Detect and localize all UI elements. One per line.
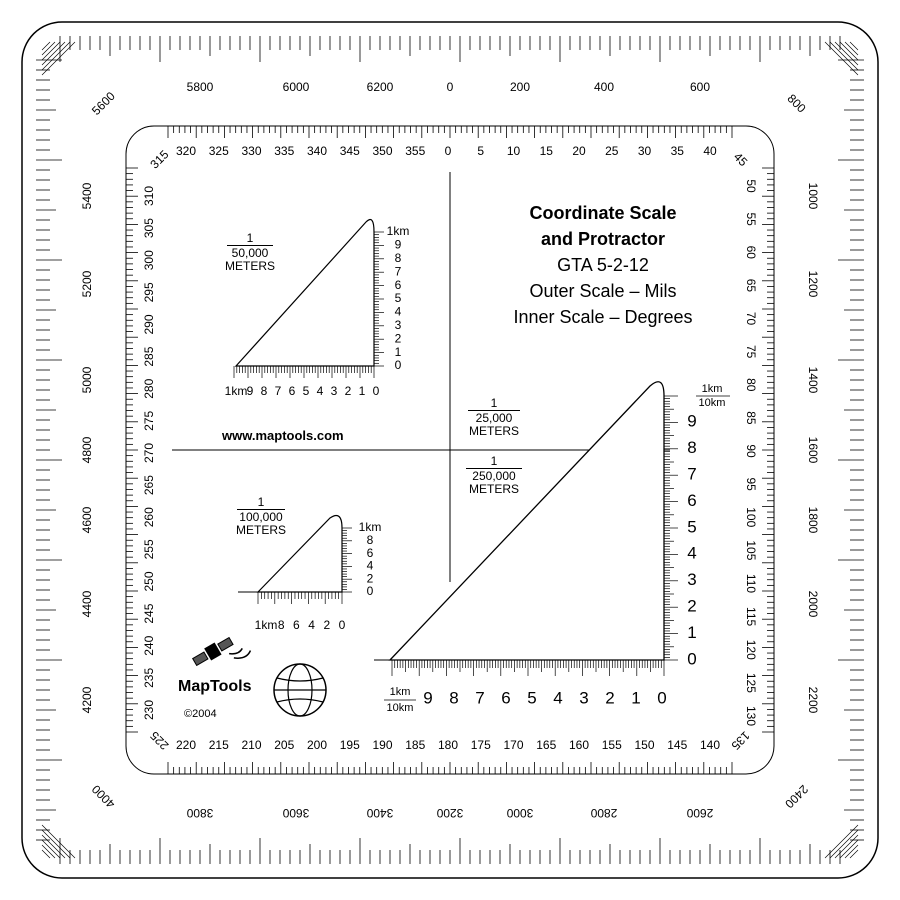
scale-25k-hlabel: 6	[501, 688, 511, 708]
inner-degree-label-top: 25	[605, 144, 619, 159]
inner-degree-label-right: 90	[743, 444, 758, 458]
inner-degree-label-left: 240	[142, 635, 157, 656]
scale-100k-hlabel: 8	[277, 618, 285, 633]
inner-degree-label-right: 75	[743, 344, 758, 359]
scale-50k-label	[215, 232, 285, 273]
inner-degree-label-right: 120	[743, 639, 758, 660]
scale-100k-hlabel: 4	[308, 618, 315, 633]
outer-mil-label-left: 5000	[80, 366, 95, 394]
scale-100k-numerator: 1	[257, 495, 265, 509]
inner-degree-label-left: 255	[142, 539, 157, 560]
scale-50k-vlabel: 5	[394, 291, 402, 306]
inner-degree-label-bottom: 140	[699, 738, 721, 753]
scale-25k-hlabel: 1	[631, 688, 641, 708]
outer-corner-tick	[825, 825, 858, 858]
title-line-2: and Protractor	[540, 229, 666, 249]
inner-degree-label-bottom: 200	[306, 738, 328, 753]
inner-degree-label-top: 340	[306, 144, 328, 159]
scale-25k-vlabel: 3	[687, 570, 697, 590]
scale-100k-vlabel: 0	[366, 584, 374, 599]
copyright-text: ©2004	[184, 708, 217, 720]
inner-degree-label-left: 285	[142, 346, 157, 367]
scale-50k-hlabel: 6	[288, 384, 296, 399]
inner-degree-label-top: 355	[405, 144, 426, 159]
inner-degree-label-bottom: 145	[667, 738, 688, 753]
inner-degree-label-top: 330	[241, 144, 262, 159]
outer-mil-label-corner: 2400	[782, 782, 811, 811]
scale-25k-hlabel: 8	[449, 688, 459, 708]
outer-corner-tick	[42, 825, 75, 858]
inner-degree-label-top: 345	[339, 144, 360, 159]
title-line-5: Inner Scale – Degrees	[513, 307, 693, 327]
scale-50k-numerator: 1	[246, 231, 254, 245]
outer-corner-tick	[42, 840, 60, 858]
scale-25k-hlabel: 9	[423, 688, 433, 708]
scale-100k-vlabel: 1km	[358, 520, 382, 535]
outer-mil-label-bottom: 2600	[686, 805, 714, 820]
inner-degree-label-bottom: 180	[437, 738, 459, 753]
inner-degree-label-left: 275	[142, 410, 157, 431]
inner-degree-label-bottom: 160	[568, 738, 590, 753]
inner-degree-label-right: 130	[743, 705, 758, 727]
scale-25k-vlabel: 6	[687, 490, 697, 510]
scale-25k-denominator: 25,000	[468, 410, 520, 425]
outer-mil-label-top: 6000	[282, 80, 310, 95]
title-line-4: Outer Scale – Mils	[529, 281, 677, 301]
scale-250k-denominator: 250,000	[466, 468, 522, 483]
scale-25k-unit: METERS	[468, 424, 519, 438]
scale-50k-hlabel: 0	[372, 384, 380, 399]
scale-100k-unit: METERS	[235, 523, 286, 537]
outer-mil-label-right: 1000	[805, 182, 820, 210]
outer-mil-label-top: 400	[593, 80, 615, 95]
scale-100k-vlabel: 4	[366, 558, 374, 573]
inner-degree-label-right: 80	[743, 378, 758, 392]
scale-50k-hlabel: 1km	[224, 384, 248, 399]
scale-25k-hlabel: 2	[605, 688, 615, 708]
scale-25k-hlabel: 7	[475, 688, 485, 708]
inner-degree-label-top: 335	[274, 144, 295, 159]
outer-corner-tick	[835, 835, 858, 858]
scale-25k-hlabel: 4	[553, 688, 563, 708]
scale-25k-vlabel: 9	[687, 411, 697, 431]
outer-mil-label-bottom: 3600	[282, 805, 310, 820]
inner-degree-label-top: 40	[703, 144, 717, 159]
inner-degree-label-bottom: 155	[601, 738, 622, 753]
scale-50k-vlabel: 0	[394, 358, 402, 373]
outer-corner-tick	[850, 42, 858, 50]
scale-25k-vtop: 1km	[701, 382, 723, 395]
inner-degree-label-corner: 315	[147, 147, 172, 172]
scale-25k-hend: 1km	[389, 685, 411, 698]
outer-corner-tick	[845, 845, 858, 858]
inner-degree-label-left: 280	[142, 378, 157, 399]
globe-icon	[274, 664, 326, 716]
inner-degree-label-right: 50	[743, 179, 758, 193]
inner-degree-label-left: 305	[142, 218, 157, 239]
scale-50k-denominator: 50,000	[227, 245, 273, 260]
outer-corner-tick	[42, 850, 50, 858]
outer-mil-label-top: 600	[689, 80, 711, 95]
scale-100k-hlabel: 6	[293, 618, 300, 633]
scale-50k-hlabel: 4	[316, 384, 324, 399]
inner-degree-label-right: 115	[743, 607, 758, 627]
inner-degree-label-top: 350	[372, 144, 393, 159]
scale-25k-hlabel: 5	[527, 688, 537, 708]
scale-25k-label	[458, 397, 530, 438]
outer-mil-label-top: 0	[446, 80, 454, 95]
outer-mil-label-right: 1600	[805, 436, 820, 464]
outer-mil-label-right: 2200	[805, 686, 820, 714]
inner-degree-label-left: 300	[142, 250, 157, 271]
outer-mil-label-bottom: 3000	[506, 805, 534, 820]
inner-degree-label-right: 70	[743, 311, 758, 326]
inner-degree-label-left: 250	[142, 571, 157, 592]
inner-degree-label-right: 100	[743, 507, 758, 528]
inner-degree-label-left: 265	[142, 475, 157, 496]
outer-mil-label-right: 1200	[805, 270, 820, 298]
outer-corner-tick	[42, 42, 60, 60]
scale-250k-unit: METERS	[468, 482, 519, 496]
scale-50k-vlabel: 1km	[386, 224, 410, 239]
outer-corner-tick	[825, 42, 858, 75]
scale-50k-hlabel: 8	[260, 384, 268, 399]
outer-mil-label-right: 1800	[805, 506, 820, 534]
inner-degree-label-corner: 45	[730, 149, 751, 170]
inner-degree-label-bottom: 150	[634, 738, 655, 753]
inner-degree-label-left: 230	[142, 699, 157, 721]
inner-degree-label-bottom: 205	[274, 738, 295, 753]
scale-100k-hlabel: 1km	[254, 618, 278, 633]
scale-50k-vlabel: 8	[394, 250, 402, 265]
inner-degree-label-corner: 135	[728, 728, 753, 753]
scale-50k-hlabel: 5	[302, 384, 310, 399]
outer-mil-label-left: 4800	[80, 436, 95, 464]
scale-100k-vlabel: 8	[366, 532, 374, 547]
inner-degree-label-top: 35	[670, 144, 684, 159]
scale-25k-vlabel: 1	[687, 623, 697, 643]
inner-degree-label-left: 295	[142, 282, 157, 303]
inner-degree-label-bottom: 190	[372, 738, 393, 753]
scale-25k-hlabel: 0	[657, 688, 667, 708]
scale-50k-vlabel: 6	[394, 277, 402, 292]
outer-mil-label-left: 4400	[80, 590, 95, 618]
outer-mil-label-left: 4200	[80, 686, 95, 714]
inner-degree-label-right: 85	[743, 411, 758, 425]
inner-degree-label-right: 110	[743, 573, 758, 594]
title-line-1: Coordinate Scale	[529, 203, 677, 223]
scale-100k-vlabel: 2	[366, 571, 374, 586]
scale-100k-vlabel: 6	[366, 545, 374, 560]
inner-degree-label-top: 15	[539, 144, 553, 159]
title-block	[478, 200, 728, 330]
outer-corner-tick	[840, 840, 858, 858]
scale-25k-hend2: 10km	[386, 701, 414, 714]
outer-mil-label-left: 4600	[80, 506, 95, 534]
brand-name: MapTools	[178, 678, 252, 695]
scale-250k-label	[458, 455, 530, 496]
outer-corner-tick	[42, 845, 55, 858]
outer-mil-label-top: 6200	[366, 80, 394, 95]
scale-25k-vlabel: 4	[687, 543, 697, 563]
outer-corner-tick	[42, 42, 75, 75]
inner-degree-label-right: 65	[743, 278, 758, 293]
scale-50k-hlabel: 2	[344, 384, 352, 399]
scale-100k-hlabel: 0	[338, 618, 346, 633]
outer-corner-tick	[42, 42, 65, 65]
inner-degree-label-left: 310	[142, 185, 157, 207]
inner-degree-label-top: 10	[506, 144, 521, 159]
inner-degree-label-left: 235	[142, 667, 157, 688]
scale-25k-vlabel: 8	[687, 437, 697, 457]
inner-degree-label-bottom: 165	[536, 738, 557, 753]
outer-mil-label-corner: 4000	[89, 782, 118, 811]
scale-25k-vlabel: 7	[687, 464, 697, 484]
inner-degree-label-left: 245	[142, 603, 157, 624]
inner-degree-label-bottom: 210	[241, 738, 262, 753]
outer-corner-tick	[845, 42, 858, 55]
website-url[interactable]: www.maptools.com	[222, 428, 344, 443]
outer-corner-tick	[835, 42, 858, 65]
scale-25k-vtop2: 10km	[698, 396, 726, 409]
outer-mil-label-corner: 800	[784, 91, 809, 116]
outer-mil-label-bottom: 3800	[186, 805, 214, 820]
inner-degree-label-top: 325	[208, 144, 229, 159]
scale-50k-vlabel: 4	[394, 304, 402, 319]
inner-degree-label-left: 270	[142, 442, 157, 464]
inner-degree-label-left: 260	[142, 507, 157, 528]
inner-degree-label-bottom: 215	[208, 738, 229, 753]
inner-degree-label-left: 290	[142, 314, 157, 335]
outer-mil-label-corner: 5600	[89, 89, 118, 118]
outer-corner-tick	[42, 42, 50, 50]
scale-25k-numerator: 1	[490, 396, 498, 410]
inner-degree-label-top: 20	[572, 144, 586, 159]
scale-25k-vlabel: 2	[687, 596, 697, 616]
satellite-icon	[191, 629, 252, 680]
inner-degree-label-top: 0	[444, 144, 452, 159]
outer-mil-label-left: 5200	[80, 270, 95, 298]
inner-degree-label-top: 320	[175, 144, 197, 159]
scale-25k-hlabel: 3	[579, 688, 589, 708]
scale-25k-vlabel: 0	[687, 649, 697, 669]
title-line-3: GTA 5-2-12	[557, 255, 649, 275]
inner-degree-label-top: 5	[477, 144, 485, 159]
inner-degree-label-corner: 225	[147, 728, 172, 753]
inner-degree-label-right: 60	[743, 245, 758, 259]
outer-mil-label-top: 5800	[186, 80, 214, 95]
inner-degree-label-right: 55	[743, 212, 758, 226]
inner-degree-label-bottom: 170	[503, 738, 524, 753]
scale-100k-denominator: 100,000	[237, 509, 285, 524]
outer-mil-label-left: 5400	[80, 182, 95, 210]
inner-degree-label-right: 125	[743, 672, 758, 693]
scale-100k-hlabel: 2	[323, 618, 331, 633]
inner-degree-label-bottom: 175	[470, 738, 491, 753]
inner-degree-label-bottom: 195	[339, 738, 360, 753]
scale-50k-unit: METERS	[224, 259, 275, 273]
scale-50k-hlabel: 3	[330, 384, 338, 399]
inner-degree-label-bottom: 220	[175, 738, 197, 753]
inner-degree-label-right: 105	[743, 540, 758, 561]
scale-50k-vlabel: 3	[394, 317, 402, 332]
scale-50k-vlabel: 1	[394, 344, 402, 359]
outer-corner-tick	[840, 42, 858, 60]
scale-25k-vlabel: 5	[687, 517, 697, 537]
scale-50k-vlabel: 7	[394, 264, 402, 279]
outer-corner-tick	[42, 42, 55, 55]
outer-corner-tick	[850, 850, 858, 858]
scale-50k-vlabel: 2	[394, 331, 402, 346]
inner-degree-label-top: 30	[637, 144, 652, 159]
scale-100k-label	[225, 496, 297, 537]
outer-mil-label-bottom: 2800	[590, 805, 618, 820]
outer-corner-tick	[42, 835, 65, 858]
inner-degree-label-right: 95	[743, 477, 758, 491]
outer-mil-label-bottom: 3200	[436, 805, 464, 820]
scale-50k-vlabel: 9	[394, 237, 402, 252]
scale-50k-hlabel: 7	[274, 384, 282, 399]
outer-mil-label-right: 1400	[805, 366, 820, 394]
scale-50k-hlabel: 1	[358, 384, 366, 399]
outer-mil-label-top: 200	[509, 80, 531, 95]
outer-mil-label-bottom: 3400	[366, 805, 394, 820]
outer-mil-label-right: 2000	[805, 590, 820, 618]
scale-250k-numerator: 1	[490, 454, 498, 468]
inner-degree-label-bottom: 185	[405, 738, 426, 753]
scale-50k-hlabel: 9	[246, 384, 254, 399]
